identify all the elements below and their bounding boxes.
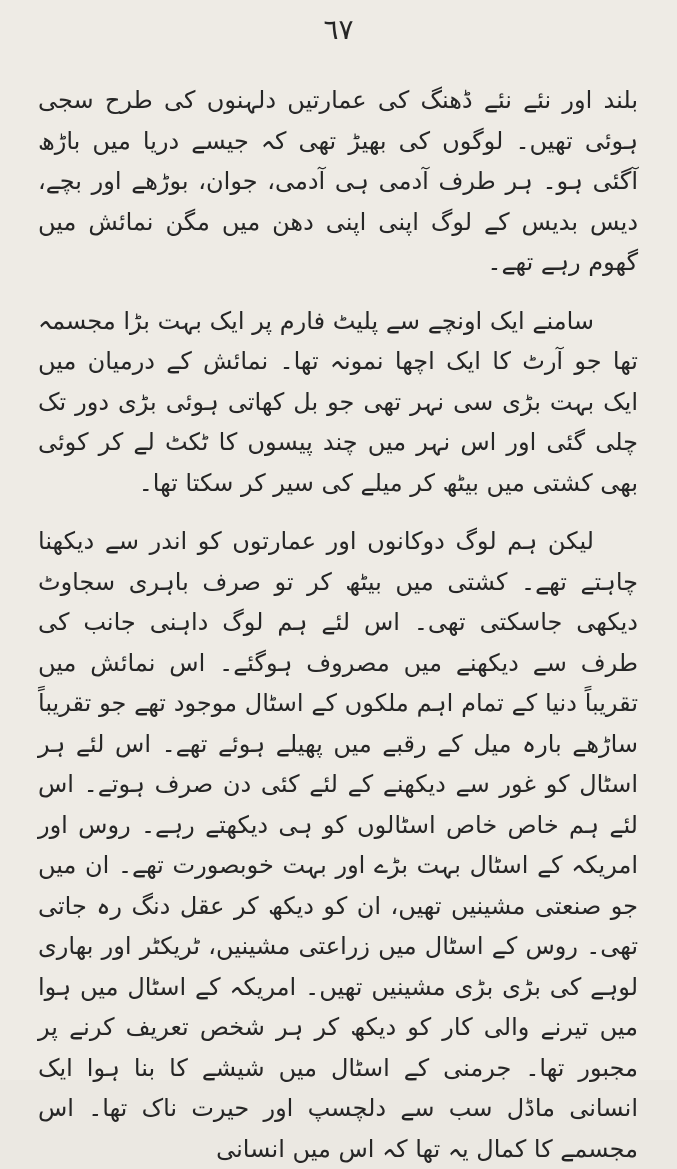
paragraph-opening: بلند اور نئے نئے ڈھنگ کی عمارتیں دلہنوں کی طرح سجی ہوئی تھیں۔ لوگوں کی بھیڑ تھی کہ جیسے دریا میں باڑھ آگئی ہو۔ ہر طرف آدمی ہی آدمی، جوان، بوڑھے اور بچے، دیس بدیس کے لوگ اپنی اپنی دھن میں مگن نمائش میں گھوم رہے تھے۔ xyxy=(38,86,638,276)
page-number: ٦٧ xyxy=(323,13,354,46)
page-body xyxy=(38,80,638,1169)
paragraph-statue-and-canal: سامنے ایک اونچے سے پلیٹ فارم پر ایک بہت بڑا مجسمہ تھا جو آرٹ کا ایک اچھا نمونہ تھا۔ نمائش کے درمیان میں ایک بہت بڑی سی نہر تھی جو بل کھاتی ہوئی بڑی دور تک چلی گئی اور اس نہر میں چند پیسوں کا ٹکٹ لے کر کوئی بھی کشتی میں بیٹھ کر میلے کی سیر کر سکتا تھا۔ xyxy=(38,306,638,497)
paragraph-stalls: لیکن ہم لوگ دوکانوں اور عمارتوں کو اندر سے دیکھنا چاہتے تھے۔ کشتی میں بیٹھ کر تو صرف باہری سجاوٹ دیکھی جاسکتی تھی۔ اس لئے ہم لوگ داہنی جانب کی طرف سے دیکھنے میں مصروف ہوگئے۔ اس نمائش میں تقریباً دنیا کے تمام اہم ملکوں کے اسٹال موجود تھے جو تقریباً ساڑھے بارہ میل کے رقبے میں پھیلے ہوئے تھے۔ اس لئے ہر اسٹال کو غور سے دیکھنے کے لئے کئی دن صرف ہوتے۔ اس لئے ہم خاص خاص اسٹالوں کو ہی دیکھتے رہے۔ روس اور امریکہ کے اسٹال بہت بڑے اور بہت خوبصورت تھے۔ ان میں جو صنعتی مشینیں تھیں، ان کو دیکھ کر عقل دنگ رہ جاتی تھی۔ روس کے اسٹال میں زراعتی مشینیں، ٹریکٹر اور بھاری لوہے کی بڑی بڑی مشینیں تھیں۔ امریکہ کے اسٹال میں ہوا میں تیرنے والی کار کو دیکھ کر ہر شخص تعریف کرنے پر مجبور تھا۔ جرمنی کے اسٹال میں شیشے کا بنا ہوا ایک انسانی ماڈل سب سے دلچسپ اور حیرت ناک تھا۔ اس مجسمے کا کمال یہ تھا کہ اس میں انسانی xyxy=(38,527,639,1163)
